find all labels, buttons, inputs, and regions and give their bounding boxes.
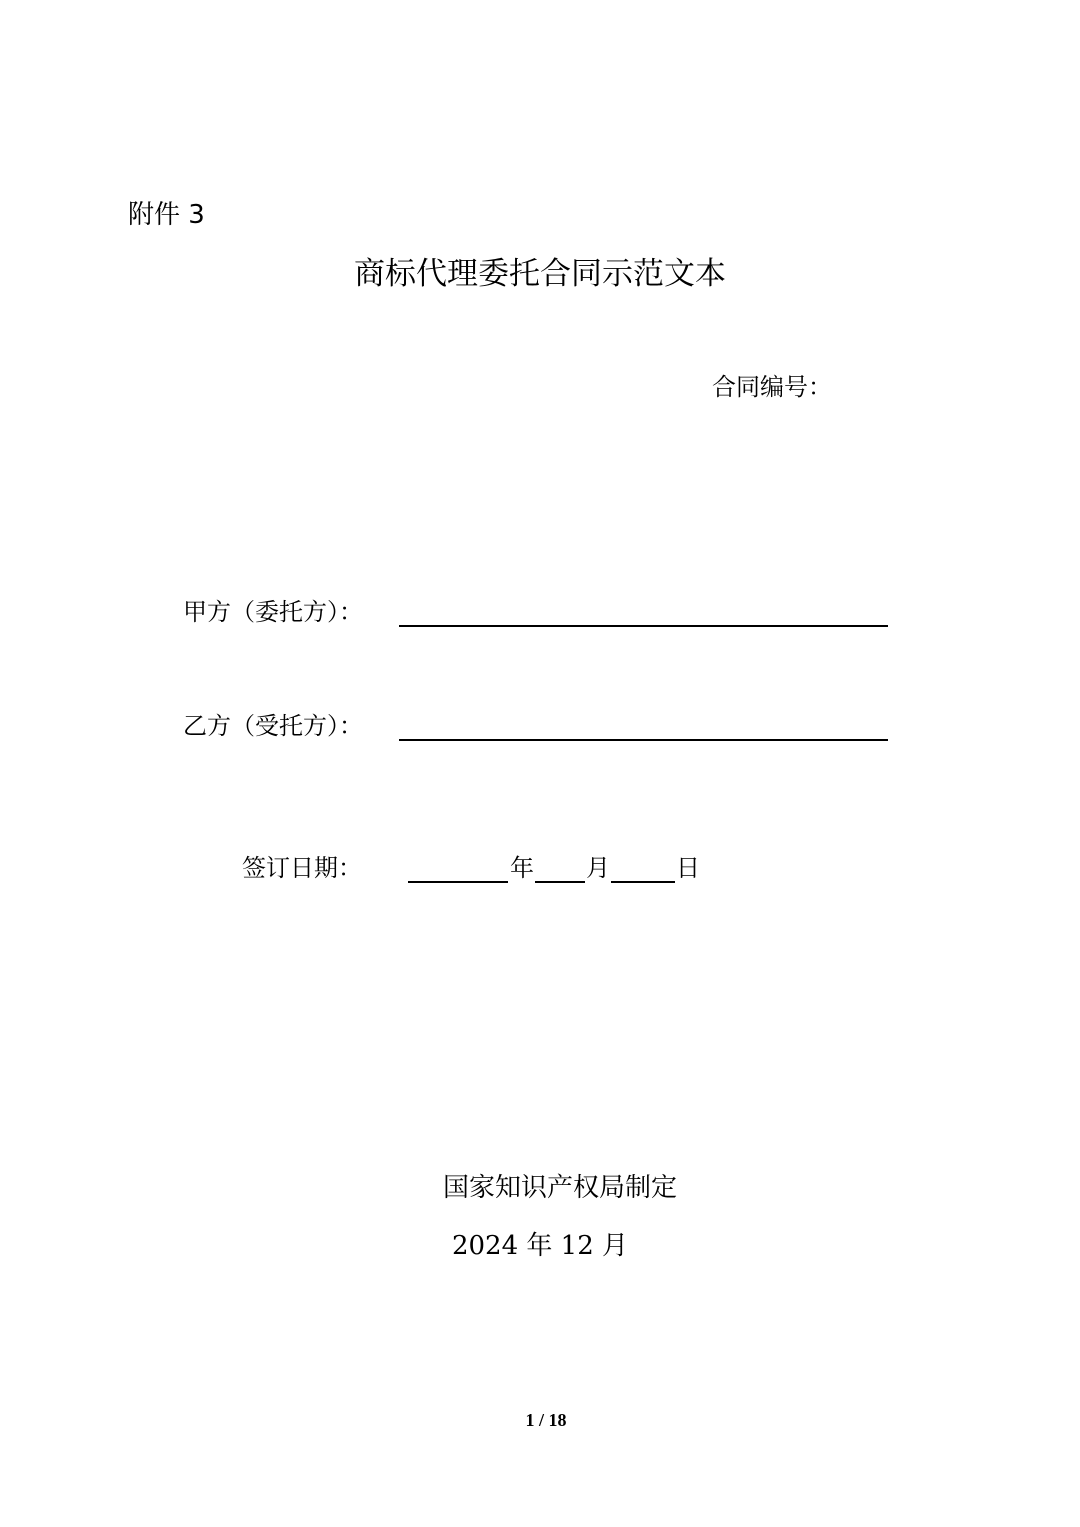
contract-number-label: 合同编号： — [712, 373, 832, 401]
month-blank-line — [535, 881, 585, 883]
party-a-row — [183, 592, 903, 632]
issue-date: 2024 年 12 月 — [451, 1231, 629, 1261]
page-number: 1 / 18 — [525, 1410, 567, 1430]
party-b-blank-line — [399, 739, 888, 741]
party-b-label: 乙方（受托方）： — [183, 712, 363, 740]
day-blank-line — [611, 881, 675, 883]
year-unit: 年 — [510, 854, 534, 882]
day-unit: 日 — [676, 854, 700, 882]
party-a-label: 甲方（委托方）： — [183, 598, 363, 626]
document-title: 商标代理委托合同示范文本 — [354, 256, 726, 292]
attachment-label: 附件 3 — [128, 200, 205, 230]
signing-date-row — [242, 848, 762, 888]
month-unit: 月 — [586, 854, 610, 882]
year-blank-line — [408, 881, 508, 883]
party-b-row — [183, 706, 903, 746]
issuer: 国家知识产权局制定 — [442, 1173, 677, 1203]
signing-date-label: 签订日期： — [242, 854, 362, 882]
party-a-blank-line — [399, 625, 888, 627]
